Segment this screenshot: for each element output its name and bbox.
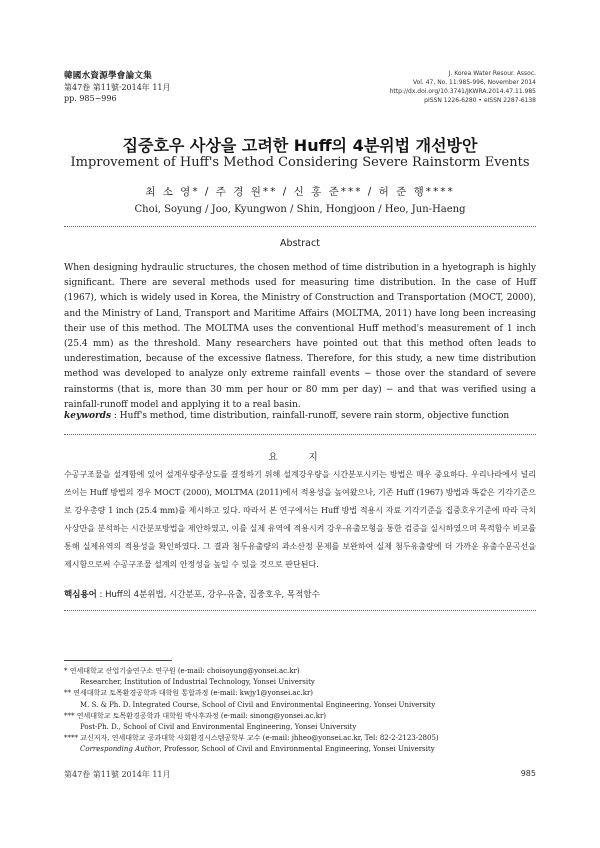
footnote-2-main: ** 연세대학교 토목환경공학과 대학원 통합과정 (e-mail: kwjy1@yonsei.ac.kr) <box>64 689 314 698</box>
footnote-3-sub: Post-Ph. D., School of Civil and Environmental Engineering, Yonsei University <box>80 723 357 732</box>
keywords-list: : Huff's method, time distribution, rainfall-runoff, severe rain storm, objective function <box>111 411 510 421</box>
footnote-1-sub: Researcher, Institution of Industrial Technology, Yonsei University <box>80 678 315 687</box>
footnote-3-main: *** 연세대학교 토목환경공학과 대학원 박사후과정 (e-mail: sinong@yonsei.ac.kr) <box>64 711 327 720</box>
footnote-4-main: **** 교신저자, 연세대학교 공과대학 사회환경시스템공학부 교수 (e-mail: jhheo@yonsei.ac.kr, Tel: 82-2-2123-2805) <box>64 734 439 743</box>
footnote-2-sub: M. S. & Ph. D. Integrated Course, School of Civil and Environmental Engineering, Yonsei University <box>80 700 436 709</box>
abstract-heading: Abstract <box>280 238 320 249</box>
footnote-rule <box>64 660 172 661</box>
page-number: 985 <box>520 769 536 778</box>
divider-middle <box>64 434 536 435</box>
volume-en: Vol. 47, No. 11:985-996, November 2014 <box>412 79 536 86</box>
issn: pISSN 1226-6280 • eISSN 2287-6138 <box>424 97 536 104</box>
korean-abstract-text: 수공구조물을 설계함에 있어 설계우량주상도를 결정하기 위해 설계강우량을 시간분포시키는 방법은 매우 중요하다. 우리나라에서 널리 쓰이는 Huff 방법의 경우 MOCT (2000), MOLTMA (2011)에서 적용성을 높여왔으나, 기존 Huff (1967) 방법과 똑같은 기각기준으로 강우총량 1 inch (25.4 mm)를 제시하고 있다. 따라서 본 연구에서는 Huff 방법 적용시 자료 기각기준을 집중호우기준에 따라 극치사상만을 분석하는 시간분포방법을 제안하였고, 이를 실제 유역에 적용시켜 강우-유출모형을 통한 검증을 실시하였으며 목적함수 비교를 통해 실제유역의 적용성을 확인하였다. 그 결과 첨두유출량의 과소산정 문제를 보완하여 실제 첨두유출량에 더 가까운 유출수문곡선을 제시함으로써 수공구조물 설계의 안정성을 높일 수 있을 것으로 판단된다. <box>64 470 537 569</box>
korean-keywords-label: 핵심용어 <box>64 590 97 600</box>
footnotes <box>64 666 536 756</box>
title-english: Improvement of Huff's Method Considering Severe Rainstorm Events <box>70 155 530 170</box>
divider-bottom <box>64 610 536 611</box>
korean-keywords-line <box>64 588 536 600</box>
journal-header-left <box>64 71 171 104</box>
footnote-4-sub-line <box>64 744 536 755</box>
journal-name-en: J. Korea Water Resour. Assoc. <box>448 70 536 77</box>
footer-issue: 第47卷 第11號 2014年 11月 <box>64 770 171 779</box>
abstract-text: When designing hydraulic structures, the chosen method of time distribution in a hyetograph is highly significant. There are several methods used for measuring time distribution. In the case of Huff (1967), which is widely used in Korea, the Ministry of Construction and Transportation (MOCT, 2000), and the Ministry of Land, Transport and Maritime Affairs (MOLTMA, 2011) have long been increasing their use of this method. The MOLTMA uses the conventional Huff method's measurement of 1 inch (25.4 mm) as the threshold. Many researchers have pointed out that this method often leads to underestimation, because of the excessive flatness. Therefore, for this study, a new time distribution method was developed to analyze only extreme rainfall events − those over the standard of severe rainstorms (that is, more than 30 mm per hour or 80 mm per day) − and that was verified using a rainfall-runoff model and applying it to a real basin. <box>64 263 536 410</box>
authors-korean: 최 소 영* / 주 경 원** / 신 홍 준*** / 허 준 행**** <box>145 186 455 198</box>
divider-top <box>64 226 536 227</box>
korean-keywords-list: : Huff의 4분위법, 시간분포, 강우-유출, 집중호우, 목적함수 <box>96 590 320 600</box>
keywords-label: keywords <box>64 411 112 421</box>
journal-name: 韓國水資源學會論文集 <box>64 71 153 81</box>
footnote-4-sub: , Professor, School of Civil and Environmental Engineering, Yonsei University <box>159 745 435 754</box>
volume-issue: 第47卷 第11號·2014年 11月 <box>64 83 171 92</box>
footnote-1-main: * 연세대학교 산업기술연구소 연구원 (e-mail: choisoyung@yonsei.ac.kr) <box>64 667 300 675</box>
doi-link[interactable]: http://dx.doi.org/10.3741/JKWRA.2014.47.11.985 <box>389 88 536 95</box>
korean-abstract-heading: 요 지 <box>268 452 332 463</box>
authors-english: Choi, Soyung / Joo, Kyungwon / Shin, Hongjoon / Heo, Jun-Haeng <box>134 204 466 215</box>
title-korean: 집중호우 사상을 고려한 Huff의 4분위법 개선방안 <box>122 136 478 155</box>
corresponding-author-label: Corresponding Author <box>80 745 160 754</box>
journal-header-right <box>390 69 536 105</box>
keywords-line <box>64 411 536 421</box>
page-range: pp. 985~996 <box>64 94 117 103</box>
